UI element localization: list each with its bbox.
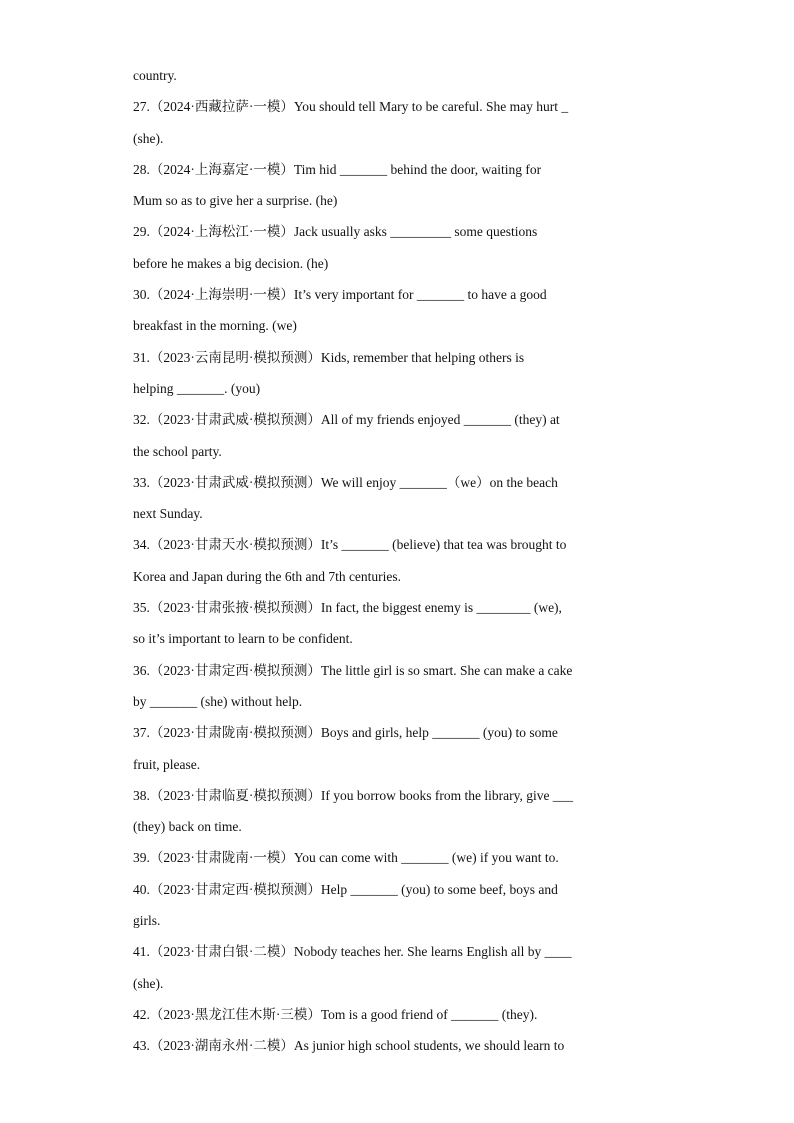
text-line: 37.（2023·甘肃陇南·模拟预测）Boys and girls, help _______ (you) to some xyxy=(133,725,558,741)
exercise-text xyxy=(133,64,663,1066)
text-line: 28.（2024·上海嘉定·一模）Tim hid _______ behind the door, waiting for xyxy=(133,161,542,177)
text-line: 35.（2023·甘肃张掖·模拟预测）In fact, the biggest enemy is ________ (we), xyxy=(133,600,562,616)
text-line: 36.（2023·甘肃定西·模拟预测）The little girl is so smart. She can make a cake xyxy=(133,662,573,678)
text-line: 40.（2023·甘肃定西·模拟预测）Help _______ (you) to some beef, boys and xyxy=(133,881,558,897)
text-line: next Sunday. xyxy=(133,506,203,522)
text-line: before he makes a big decision. (he) xyxy=(133,255,329,271)
text-line: breakfast in the morning. (we) xyxy=(133,318,297,334)
text-line: 41.（2023·甘肃白银·二模）Nobody teaches her. She learns English all by ____ xyxy=(133,944,572,960)
text-line: helping _______. (you) xyxy=(133,380,261,396)
text-line: 32.（2023·甘肃武威·模拟预测）All of my friends enjoyed _______ (they) at xyxy=(133,412,560,428)
text-line: 27.（2024·西藏拉萨·一模）You should tell Mary to be careful. She may hurt _ xyxy=(133,99,569,115)
text-line: (she). xyxy=(133,130,164,146)
text-line: 34.（2023·甘肃天水·模拟预测）It’s _______ (believe) that tea was brought to xyxy=(133,537,567,553)
text-line: 43.（2023·湖南永州·二模）As junior high school students, we should learn to xyxy=(133,1038,565,1054)
text-line: 30.（2024·上海崇明·一模）It’s very important for _______ to have a good xyxy=(133,287,547,303)
text-line: country. xyxy=(133,68,177,83)
text-line: (they) back on time. xyxy=(133,819,242,835)
text-line: 33.（2023·甘肃武威·模拟预测）We will enjoy _______（we）on the beach xyxy=(133,474,558,490)
text-line: 39.（2023·甘肃陇南·一模）You can come with _______ (we) if you want to. xyxy=(133,850,559,866)
text-line: 31.（2023·云南昆明·模拟预测）Kids, remember that helping others is xyxy=(133,349,525,365)
text-line: girls. xyxy=(133,913,161,929)
text-line: 29.（2024·上海松江·一模）Jack usually asks _________ some questions xyxy=(133,224,538,240)
text-line: 38.（2023·甘肃临夏·模拟预测）If you borrow books from the library, give ___ xyxy=(133,787,574,803)
text-line: (she). xyxy=(133,975,164,991)
text-line: Mum so as to give her a surprise. (he) xyxy=(133,193,338,209)
text-line: by _______ (she) without help. xyxy=(133,693,303,709)
text-line: so it’s important to learn to be confident. xyxy=(133,631,353,647)
text-line: 42.（2023·黑龙江佳木斯·三模）Tom is a good friend of _______ (they). xyxy=(133,1006,538,1022)
text-line: Korea and Japan during the 6th and 7th centuries. xyxy=(133,568,402,584)
text-line: the school party. xyxy=(133,443,222,459)
text-line: fruit, please. xyxy=(133,756,201,772)
